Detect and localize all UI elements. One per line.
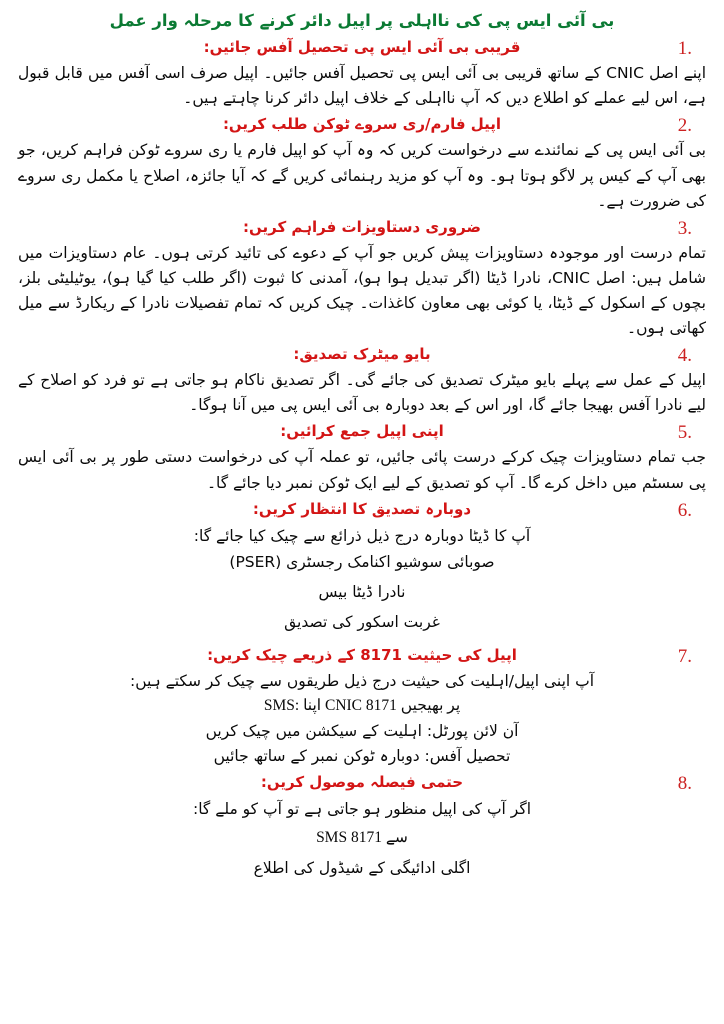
step-6-number: 6.	[677, 499, 692, 521]
step-5-title: اپنی اپیل جمع کرائیں:	[280, 422, 444, 441]
step-8-line-3: اگلی ادائیگی کے شیڈول کی اطلاع	[253, 858, 471, 877]
step-7	[16, 644, 708, 768]
step-3-header	[16, 216, 708, 241]
step-1-title: قریبی بی آئی ایس پی تحصیل آفس جائیں:	[203, 38, 521, 57]
step-2-paragraph: بی آئی ایس پی کے نمائندے سے درخواست کریں کہ وہ آپ کو اپیل فارم یا ری سروے ٹوکن فراہم کریں، جو بھی آپ کے کیس پر لاگو ہوتا ہو۔ وہ آپ کو مزید رہنمائی کریں گے کہ آیا جائزہ، اصلاح یا مکمل ری سروے کی ضرورت ہے۔	[18, 141, 706, 210]
step-2	[16, 113, 708, 213]
step-4-number: 4.	[677, 345, 692, 367]
step-8-title: حتمی فیصلہ موصول کریں:	[260, 772, 464, 791]
spacer	[16, 637, 708, 644]
step-4-paragraph: اپیل کے عمل سے پہلے بایو میٹرک تصدیق کی جائے گی۔ اگر تصدیق ناکام ہو جاتی ہے تو فرد کو اصلاح کے لیے نادرا آفس بھیجا جائے گا، اور اس کے بعد دوبارہ بی آئی ایس پی میں آنا ہوگا۔	[18, 371, 706, 415]
step-3-number: 3.	[677, 217, 692, 239]
step-7-line-3: آن لائن پورٹل: اہلیت کے سیکشن میں چیک کریں	[205, 721, 519, 740]
step-6-title: دوبارہ تصدیق کا انتظار کریں:	[252, 499, 472, 518]
step-8-line-2: SMS سے 8171	[316, 829, 408, 847]
step-6-line-1: آپ کا ڈیٹا دوبارہ درج ذیل ذرائع سے چیک کیا جائے گا:	[193, 526, 531, 545]
step-2-title: اپیل فارم/ری سروے ٹوکن طلب کریں:	[222, 115, 502, 134]
step-7-title: اپیل کی حیثیت 8171 کے ذریعے چیک کریں:	[207, 646, 517, 665]
step-3	[16, 216, 708, 341]
step-8-number: 8.	[677, 772, 692, 794]
step-4-header	[16, 343, 708, 368]
step-2-number: 2.	[677, 115, 692, 137]
step-1	[16, 36, 708, 111]
step-3-paragraph: تمام درست اور موجودہ دستاویزات پیش کریں جو آپ کے دعوے کی تائید کرتی ہوں۔ عام دستاویزات میں شامل ہیں: اصل CNIC، نادرا ڈیٹا (اگر تبدیل ہوا ہو)، آمدنی کا ثبوت (اگر طلب کیا گیا ہو)، یوٹیلیٹی بلز، بچوں کے اسکول کے ڈیٹا، یا کوئی بھی معاون کاغذات۔ چیک کریں کہ تمام تفصیلات نادرا کے ریکارڈ سے میل کھاتی ہوں۔	[18, 243, 706, 338]
step-7-number: 7.	[677, 646, 692, 668]
step-3-title: ضروری دستاویزات فراہم کریں:	[243, 217, 481, 236]
step-5-paragraph: جب تمام دستاویزات چیک کرکے درست پائی جائیں، تو عملہ آپ کی درخواست دستی طور پر بی آئی ایس پی سسٹم میں داخل کرے گا۔ آپ کو تصدیق کے لیے ایک ٹوکن نمبر دیا جائے گا۔	[18, 448, 706, 492]
step-6-header	[16, 498, 708, 523]
step-5-header	[16, 420, 708, 445]
step-6-line-3: نادرا ڈیٹا بیس	[318, 583, 406, 601]
step-7-line-1: آپ اپنی اپیل/اہلیت کی حیثیت درج ذیل طریقوں سے چیک کر سکتے ہیں:	[129, 672, 595, 691]
step-8-header	[16, 771, 708, 796]
step-6	[16, 498, 708, 636]
step-4	[16, 343, 708, 418]
step-7-line-2: SMS: اپنا CNIC 8171 پر بھیجیں	[263, 697, 461, 715]
step-2-header	[16, 113, 708, 138]
step-5-number: 5.	[677, 422, 692, 444]
step-4-title: بایو میٹرک تصدیق:	[293, 345, 431, 364]
step-1-number: 1.	[677, 38, 692, 60]
step-7-line-4: تحصیل آفس: دوبارہ ٹوکن نمبر کے ساتھ جائیں	[213, 746, 511, 765]
step-1-header	[16, 36, 708, 61]
step-6-line-2: صوبائی سوشیو اکنامک رجسٹری (PSER)	[229, 553, 495, 572]
step-8	[16, 771, 708, 882]
step-6-line-4: غربت اسکور کی تصدیق	[284, 612, 440, 631]
step-8-line-1: اگر آپ کی اپیل منظور ہو جاتی ہے تو آپ کو ملے گا:	[192, 799, 532, 818]
step-7-header	[16, 644, 708, 669]
page-title: بی آئی ایس پی کی نااہلی پر اپیل دائر کرنے کا مرحلہ وار عمل	[109, 11, 615, 30]
step-5	[16, 420, 708, 495]
step-1-paragraph: اپنے اصل CNIC کے ساتھ قریبی بی آئی ایس پی تحصیل آفس جائیں۔ اپیل صرف اسی آفس میں قابل قبول ہے، اس لیے عملے کو اطلاع دیں کہ آپ نااہلی کے خلاف اپیل دائر کرنا چاہتے ہیں۔	[18, 64, 707, 108]
